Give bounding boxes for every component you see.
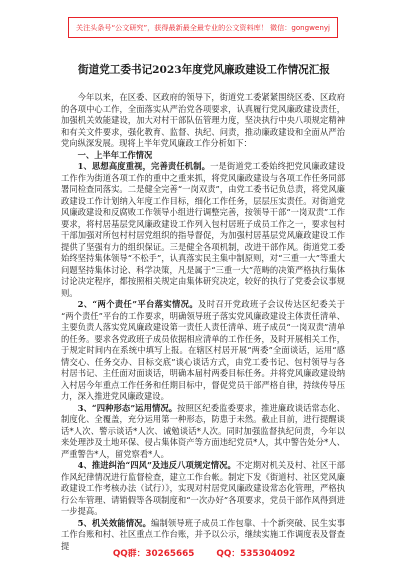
report-item-heading: 3、“四种形态”运用情况。 (77, 402, 178, 413)
document-body (61, 92, 345, 551)
report-item-heading: 2、“两个责任”平台落实情况。 (77, 299, 199, 309)
report-item-heading: 1、思想高度重视，完善责任机制。 (77, 161, 211, 171)
section-heading: 一、上半年工作情况 (77, 149, 153, 160)
report-item-body: 编制领导班子成员工作包靠、十个新突破、民生实事工作台账和村、社区重点工作台账，并予以公示，继续实施工作调度表及督查提 (61, 517, 345, 551)
intro-paragraph: 今年以来，在区委、区政府的领导下，街道党工委紧紧围绕区委、区政府的各项中心工作，全面落实从严治党各项要求，认真履行党风廉政建设责任，加强机关效能建设，加大对村干部队伍管理力度，坚决执行中央八项规定精神和有关文件要求，强化教育、监督、执纪、问责，推动廉政建设和全面从严治党向纵深发展。现将上半年党风廉政工作分析如下： (61, 92, 345, 148)
report-item (61, 460, 345, 518)
report-item-body: 及时召开党政班子会议传达区纪委关于“两个责任”平台的工作要求，明确领导班子落实党风廉政建设主体责任清单、主要负责人落实党风廉政建设第一责任人责任清单、班子成员“一岗双责”清单的任务。要求各党政班子成员依据相应清单的工作任务，及时开展相关工作，于规定时间内在系统中填写上报。在辖区村居开展“两委”全面谈话，运用“感情交心、任务交办、目标交底”谈心谈话方式，由党工委书记、包村领导与各村居书记、主任面对面谈话，明确本届村两委目标任务。并将党风廉政建设纳入村居今年重点工作任务和任期目标中，督促党员干部严格自律，持续传导压力，深入推进党风廉政建设。 (61, 299, 345, 401)
contact-footer (0, 547, 408, 561)
report-item-heading: 4、推进纠治“四风”及违反八项规定情况。 (77, 460, 236, 470)
report-item-heading: 5、机关效能情况。 (77, 517, 152, 528)
report-item-body: 按照区纪委监委要求，推进廉政谈话常态化、制度化、全覆盖，充分运用第一种形态，防患于未然。截止目前，进行提醒谈话*人次、警示谈话*人次、诫勉谈话*人次。同时加强监督执纪问责，今年以来处理涉及土地环保、侵占集体资产等方面违纪党员*人，其中警告处分*人、严重警告*人，留党察看*人。 (61, 402, 345, 459)
qq-group-text: QQ群：30265665 (112, 549, 195, 559)
report-item (61, 161, 345, 299)
qq-number-text: QQ：535304092 (216, 549, 296, 559)
report-item-body: 不定期对机关及村、社区干部作风纪律情况进行监督检查，建立工作台帐。制定下发《街道村、社区党风廉政建设工作考核办法（试行）》，实现对村居党风廉政建设常态化管理，严格执行公车管理、请销假等各项制度和“一次办好”各项要求，党员干部作风得到进一步提高。 (61, 460, 345, 516)
report-item (61, 299, 345, 403)
promo-banner (68, 17, 338, 38)
report-item-body: 一是街道党工委始终把党风廉政建设工作作为街道各项工作的重中之重来抓，将党风廉政建设与各项工作任务同部署同检查同落实。二是健全完善“一岗双责”，由党工委书记负总责，将党风廉政建设工作计划纳入年度工作目标，细化工作任务，层层压实责任。对街道党风廉政建设和反腐败工作领导小组进行调整完善，按领导干部“一岗双责”工作要求，将村居基层党风廉政建设工作列入包村居班子成员工作之一，要求包村干部加强对所包村村居党组织的指导督促，为加强村居基层党风廉政建设工作提供了坚强有力的组织保证。三是健全各项机制，改进干部作风。街道党工委始终坚持集体领导“不松手”，认真落实民主集中制原则，对“三重一大”等重大问题坚持集体讨论、科学决策，凡是属于“三重一大”范畴的决策严格执行集体讨论决定程序，都按照相关规定由集体研究决定，较好的执行了党委会议事规则。 (61, 161, 345, 298)
promo-banner-text: 关注头条号“公文研究”，获得最新最全最专业的公文资料库！ 微信：gongwenyj (76, 22, 330, 32)
report-item (61, 403, 345, 461)
document-title: 街道党工委书记2023年度党风廉政建设工作情况汇报 (78, 64, 330, 76)
